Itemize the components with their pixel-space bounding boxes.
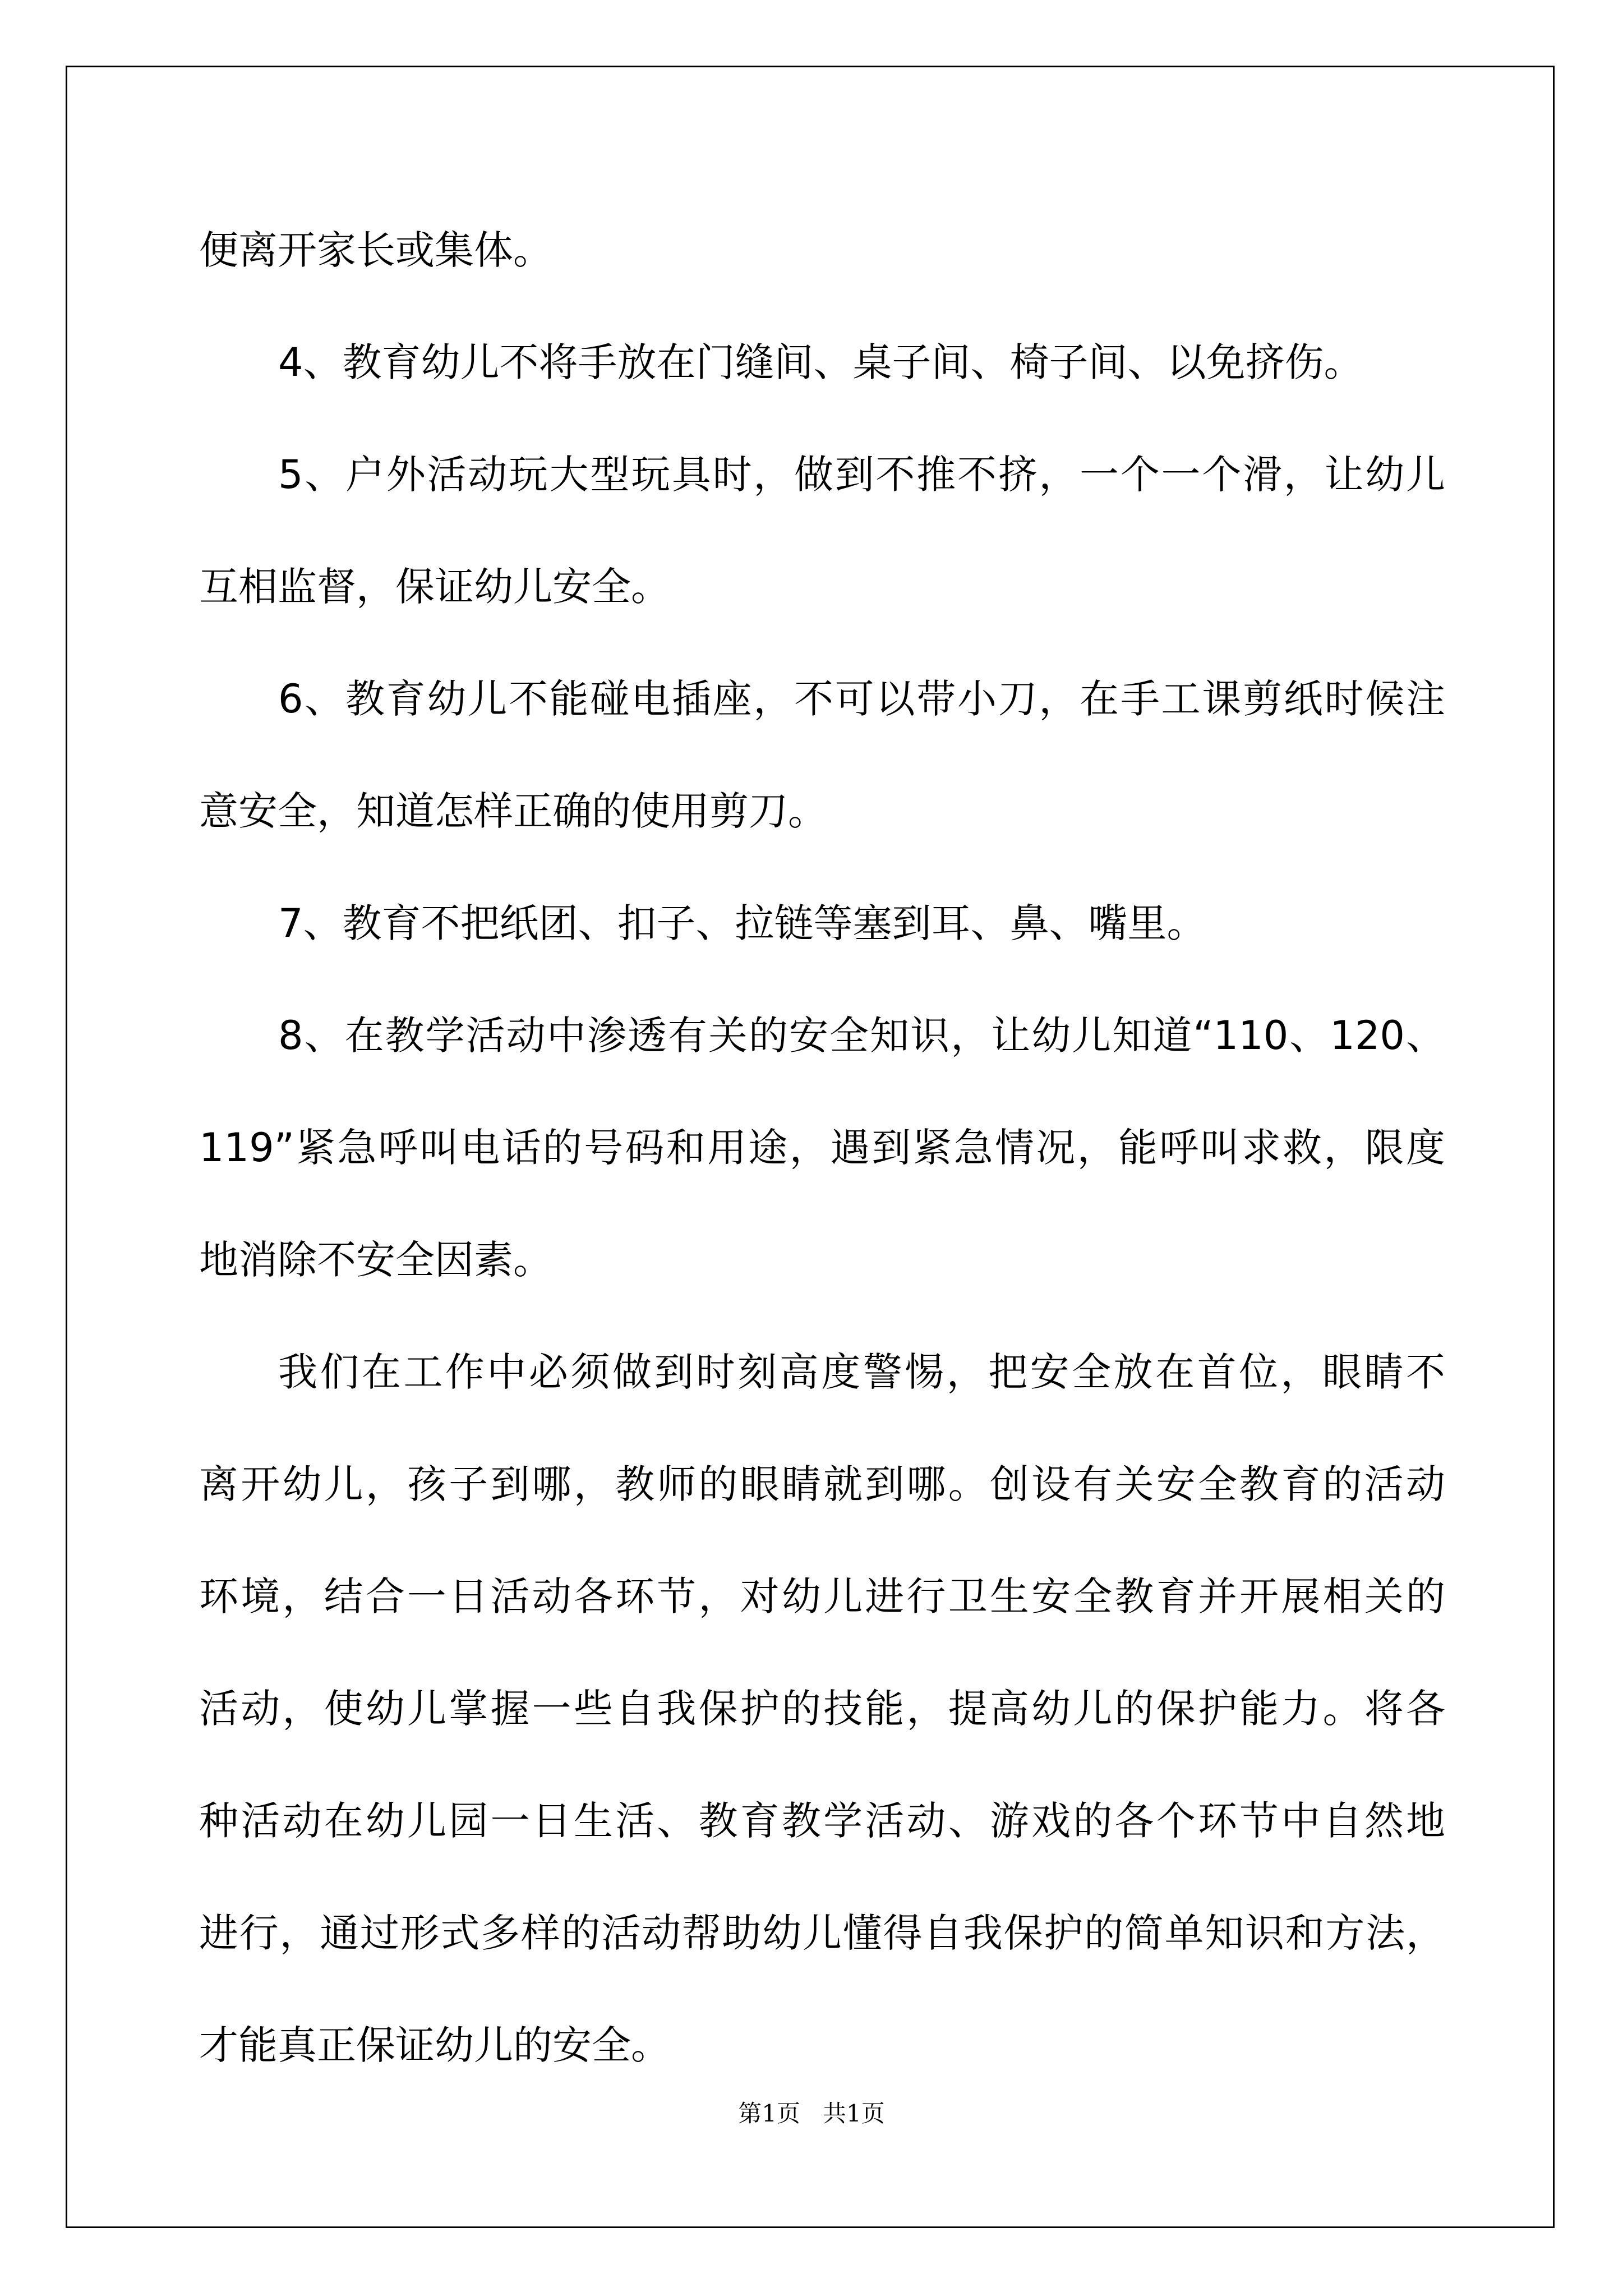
text-line: 7、教育不把纸团、扣子、拉链等塞到耳、鼻、嘴里。 (278, 900, 1206, 946)
text-line: 地消除不安全因素。 (199, 1237, 552, 1283)
page-number-total: 共1页 (823, 2100, 885, 2127)
text-line: 环境，结合一日活动各环节，对幼儿进行卫生安全教育并开展相关的 (199, 1573, 1445, 1619)
text-line: 种活动在幼儿园一日生活、教育教学活动、游戏的各个环节中自然地 (199, 1798, 1445, 1844)
text-line: 互相监督，保证幼儿安全。 (199, 564, 670, 610)
page-number-current: 第1页 (738, 2100, 800, 2127)
text-line: 6、教育幼儿不能碰电插座，不可以带小刀，在手工课剪纸时候注 (278, 676, 1445, 722)
text-line: 8、在教学活动中渗透有关的安全知识，让幼儿知道“110、120、 (278, 1013, 1445, 1059)
text-line: 才能真正保证幼儿的安全。 (199, 2022, 670, 2068)
text-line: 4、教育幼儿不将手放在门缝间、桌子间、椅子间、以免挤伤。 (278, 339, 1363, 385)
text-line: 我们在工作中必须做到时刻高度警惕，把安全放在首位，眼睛不 (278, 1349, 1445, 1395)
text-line: 便离开家长或集体。 (199, 227, 552, 273)
page-footer (0, 2097, 1623, 2131)
text-line: 进行，通过形式多样的活动帮助幼儿懂得自我保护的简单知识和方法， (199, 1910, 1445, 1956)
text-line: 119”紧急呼叫电话的号码和用途，遇到紧急情况，能呼叫求救，限度 (199, 1125, 1445, 1171)
text-line: 活动，使幼儿掌握一些自我保护的技能，提高幼儿的保护能力。将各 (199, 1686, 1445, 1732)
text-line: 意安全，知道怎样正确的使用剪刀。 (199, 788, 827, 834)
text-line: 5、户外活动玩大型玩具时，做到不推不挤，一个一个滑，让幼儿 (278, 452, 1445, 498)
document-body (199, 194, 1445, 2101)
text-line: 离开幼儿，孩子到哪，教师的眼睛就到哪。创设有关安全教育的活动 (199, 1461, 1445, 1507)
